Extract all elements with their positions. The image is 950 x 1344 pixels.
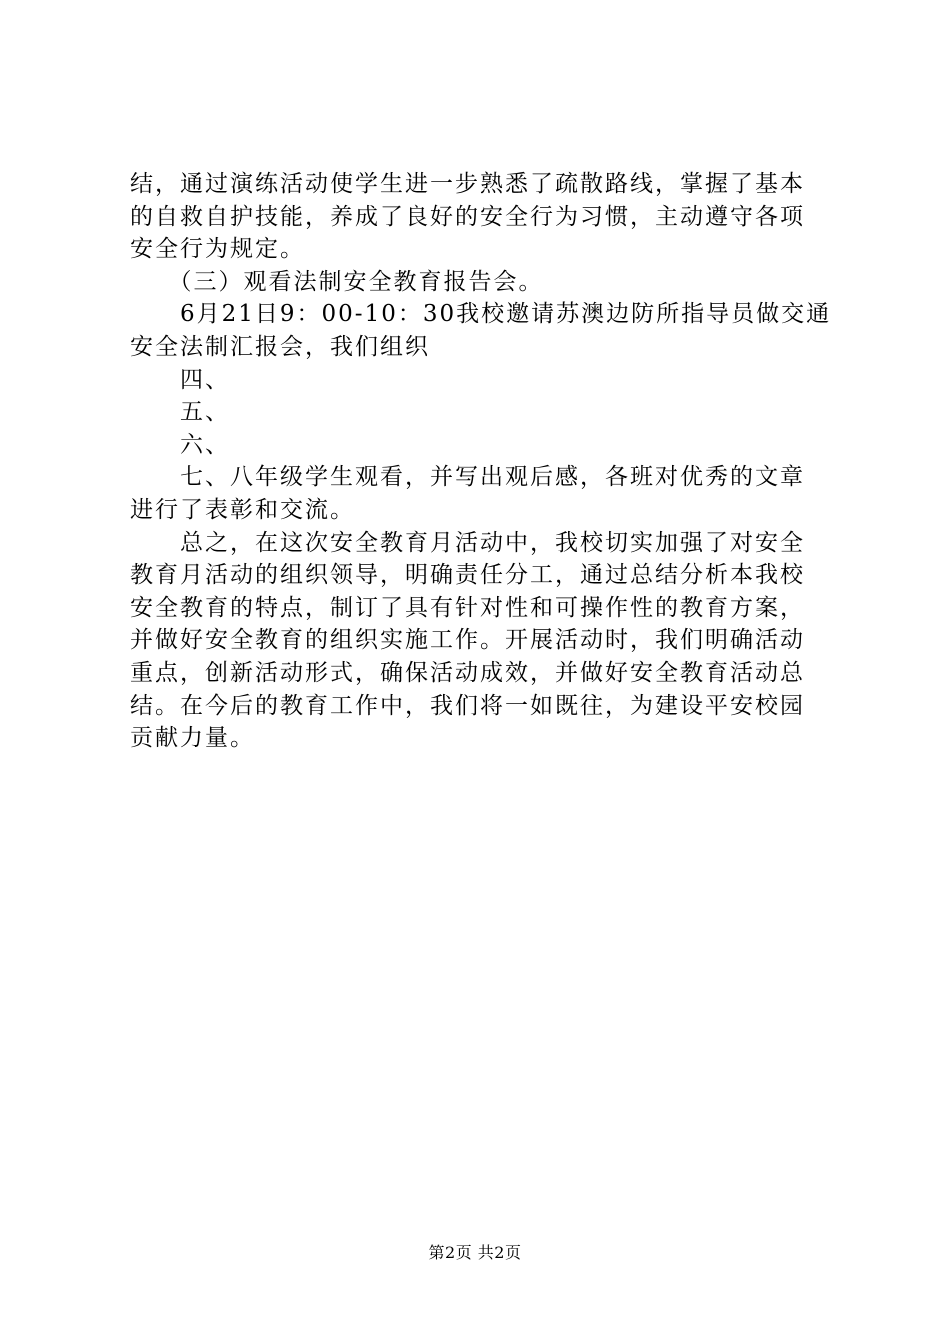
section-heading-5: 五、 [130, 399, 230, 426]
text-line: 教育月活动的组织领导，明确责任分工，通过总结分析本我校 [130, 562, 805, 589]
text-line: 重点，创新活动形式，确保活动成效，并做好安全教育活动总 [130, 659, 805, 686]
document-body [130, 168, 835, 755]
text-line: 并做好安全教育的组织实施工作。开展活动时，我们明确活动 [130, 627, 805, 654]
section-heading-4: 四、 [130, 366, 230, 393]
text-line: 七、八年级学生观看，并写出观后感，各班对优秀的文章 [130, 464, 805, 491]
text-line: 结。在今后的教育工作中，我们将一如既往，为建设平安校园 [130, 692, 805, 719]
text-line: 安全行为规定。 [130, 236, 305, 263]
text-line: 贡献力量。 [130, 725, 255, 752]
text-line: 的自救自护技能，养成了良好的安全行为习惯，主动遵守各项 [130, 203, 805, 230]
section-heading-6: 六、 [130, 431, 230, 458]
text-line: 安全教育的特点，制订了具有针对性和可操作性的教育方案， [130, 594, 805, 621]
page-number-footer: 第2页 共2页 [428, 1243, 522, 1262]
section-heading-3: （三）观看法制安全教育报告会。 [130, 268, 544, 295]
text-line: 安全法制汇报会，我们组织 [130, 333, 430, 360]
text-line: 总之，在这次安全教育月活动中，我校切实加强了对安全 [130, 529, 805, 556]
text-line: 进行了表彰和交流。 [130, 496, 355, 523]
text-line: 6月21日9：00-10：30我校邀请苏澳边防所指导员做交通 [130, 301, 832, 328]
text-line: 结，通过演练活动使学生进一步熟悉了疏散路线，掌握了基本 [130, 171, 805, 197]
